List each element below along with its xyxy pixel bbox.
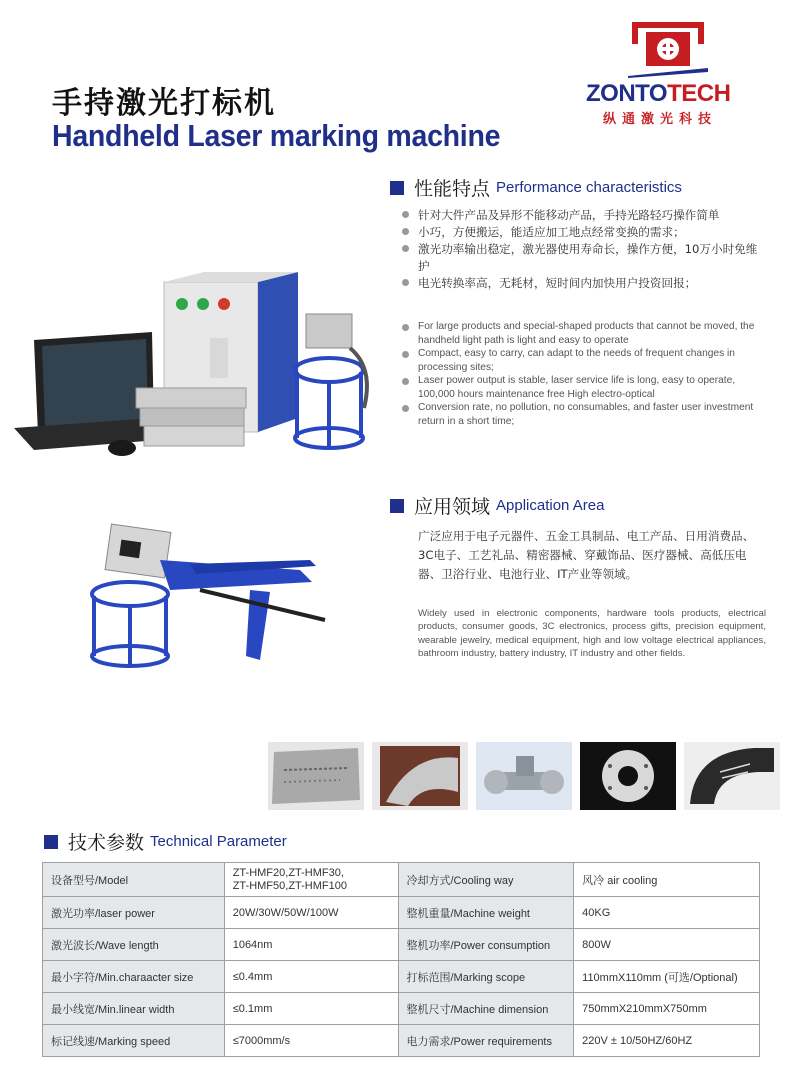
sample-image-elbow-pipe xyxy=(684,742,780,810)
performance-title-en: Performance characteristics xyxy=(496,179,682,196)
spec-label: 激光波长/Wave length xyxy=(43,929,225,961)
performance-header xyxy=(390,174,682,201)
performance-title-cn: 性能特点 xyxy=(414,178,491,200)
spec-value: 风冷 air cooling xyxy=(574,863,760,897)
logo-cn: 纵通激光科技 xyxy=(603,112,718,127)
zontotech-logo-icon xyxy=(628,18,708,78)
performance-list-en xyxy=(400,320,760,428)
section-square-icon xyxy=(390,181,404,195)
spec-value: ≤0.1mm xyxy=(224,993,398,1025)
spec-value: 750mmX210mmX750mm xyxy=(574,993,760,1025)
list-item: Conversion rate, no pollution, no consumables, and faster user investment return in a short time; xyxy=(400,401,760,428)
spec-label: 最小字符/Min.charaacter size xyxy=(43,961,225,993)
page-title-cn: 手持激光打标机 xyxy=(52,86,276,121)
spec-value: ≤0.4mm xyxy=(224,961,398,993)
list-item: 针对大件产品及异形不能移动产品，手持光路轻巧操作简单 xyxy=(400,207,760,224)
spec-label: 整机重量/Machine weight xyxy=(398,897,574,929)
list-item: For large products and special-shaped products that cannot be moved, the handheld light path is light and easy to operate xyxy=(400,320,760,347)
table-row xyxy=(43,863,760,897)
application-title-en: Application Area xyxy=(496,497,605,514)
technical-header xyxy=(44,828,287,855)
application-title-cn: 应用领域 xyxy=(414,496,491,518)
sample-image-valve xyxy=(476,742,572,810)
spec-label: 电力需求/Power requirements xyxy=(398,1025,574,1057)
section-square-icon xyxy=(44,835,58,849)
technical-title-en: Technical Parameter xyxy=(150,833,287,850)
list-item: 激光功率输出稳定，激光器使用寿命长，操作方便，10万小时免维护 xyxy=(400,241,760,275)
table-row xyxy=(43,993,760,1025)
spec-label: 设备型号/Model xyxy=(43,863,225,897)
list-item: 电光转换率高，无耗材，短时间内加快用户投资回报； xyxy=(400,275,760,292)
sample-gallery xyxy=(268,742,780,810)
handheld-head-photo xyxy=(80,520,330,670)
logo-brand-right: TECH xyxy=(667,80,731,107)
table-row xyxy=(43,961,760,993)
spec-value: 220V ± 10/50HZ/60HZ xyxy=(574,1025,760,1057)
machine-photo xyxy=(14,268,394,478)
performance-list-cn xyxy=(400,207,760,292)
list-item: Compact, easy to carry, can adapt to the needs of frequent changes in processing sites; xyxy=(400,347,760,374)
section-square-icon xyxy=(390,499,404,513)
spec-value: 800W xyxy=(574,929,760,961)
spec-value: 110mmX110mm (可选/Optional) xyxy=(574,961,760,993)
sample-image-metal-plate xyxy=(268,742,364,810)
spec-value: 40KG xyxy=(574,897,760,929)
list-item: Laser power output is stable, laser service life is long, easy to operate, 100,000 hours maintenance free High electro-optical xyxy=(400,374,760,401)
spec-label: 最小线宽/Min.linear width xyxy=(43,993,225,1025)
spec-table xyxy=(42,862,760,1057)
spec-label: 打标范围/Marking scope xyxy=(398,961,574,993)
sample-image-flange xyxy=(580,742,676,810)
spec-label: 整机功率/Power consumption xyxy=(398,929,574,961)
table-row xyxy=(43,1025,760,1057)
spec-label: 冷却方式/Cooling way xyxy=(398,863,574,897)
logo-brand xyxy=(586,80,746,108)
spec-value: ZT-HMF20,ZT-HMF30, ZT-HMF50,ZT-HMF100 xyxy=(224,863,398,897)
list-item: 小巧，方便搬运，能适应加工地点经常变换的需求； xyxy=(400,224,760,241)
spec-label: 标记线速/Marking speed xyxy=(43,1025,225,1057)
spec-label: 激光功率/laser power xyxy=(43,897,225,929)
page-title-en: Handheld Laser marking machine xyxy=(52,118,501,153)
table-row xyxy=(43,897,760,929)
application-text-en: Widely used in electronic components, hardware tools products, electrical products, consumer goods, 3C electronics, process gifts, precision equipment, wearable jewelry, medical equipment, high and low voltage electrical appliances, bathroom industry, battery industry, IT industry and other fields. xyxy=(418,608,766,660)
spec-value: 1064nm xyxy=(224,929,398,961)
sample-image-bent-sheet xyxy=(372,742,468,810)
application-header xyxy=(390,492,604,519)
spec-value: 20W/30W/50W/100W xyxy=(224,897,398,929)
application-text-cn: 广泛应用于电子元器件、五金工具制品、电工产品、日用消费品、3C电子、工艺礼品、精密器械、穿戴饰品、医疗器械、高低压电器、卫浴行业、电池行业、IT产业等领域。 xyxy=(418,529,755,581)
logo-brand-left: ZONTO xyxy=(586,80,668,107)
technical-title-cn: 技术参数 xyxy=(68,832,145,854)
spec-value: ≤7000mm/s xyxy=(224,1025,398,1057)
spec-label: 整机尺寸/Machine dimension xyxy=(398,993,574,1025)
table-row xyxy=(43,929,760,961)
